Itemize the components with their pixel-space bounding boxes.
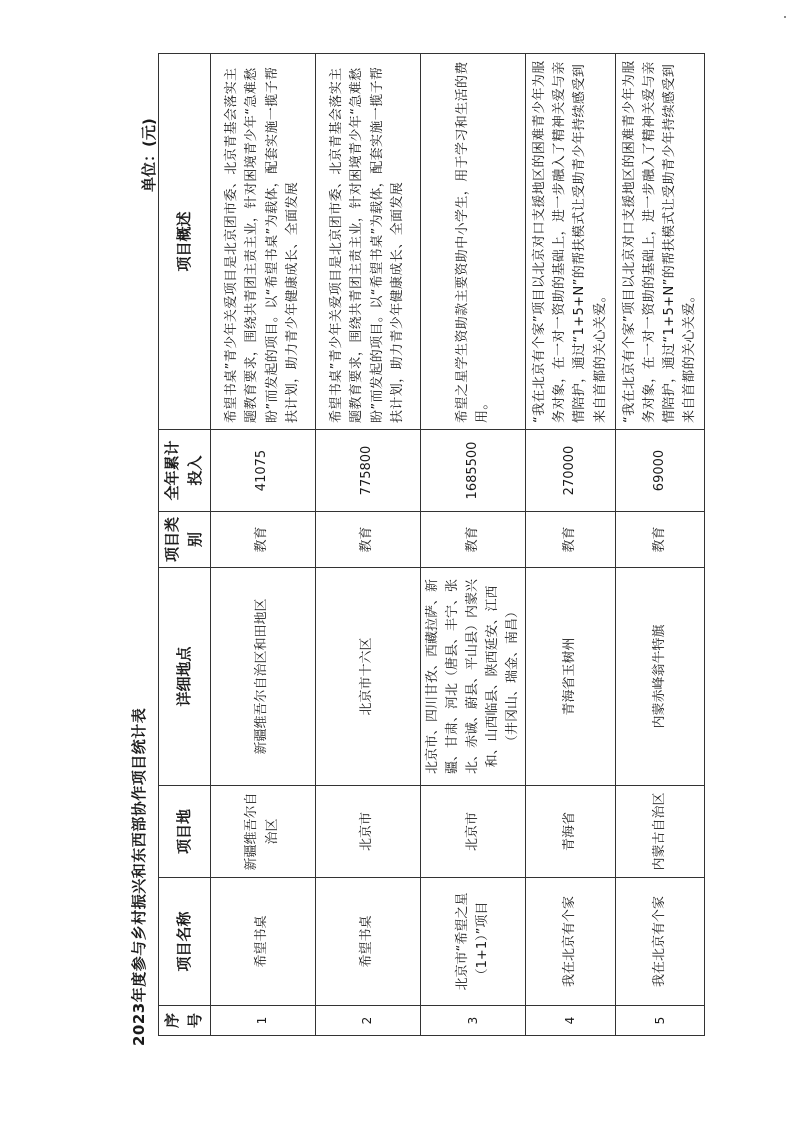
header-overview: 项目概述: [159, 54, 211, 430]
cell-category: 教育: [315, 512, 420, 568]
cell-location: 内蒙古自治区: [615, 786, 705, 878]
cell-name: 我在北京有个家: [615, 878, 705, 1006]
cell-overview: “我在北京有个家”项目以北京对口支援地区的困难青少年为服务对象，在一对一资助的基础上，进一步融入了精神关爱与亲情陪护，通过“1+5+N”的帮扶模式让受助青少年持续感受到来自首都的关心关爱。: [615, 54, 705, 430]
cell-detail: 青海省玉树州: [526, 568, 616, 786]
table-row: [315, 54, 420, 1036]
cell-overview: 希望之星学生资助款主要资助中小学生，用于学习和生活的费用。: [420, 54, 526, 430]
cell-category: 教育: [615, 512, 705, 568]
cell-seq: 3: [420, 1006, 526, 1036]
cell-location: 北京市: [315, 786, 420, 878]
table-row: [420, 54, 526, 1036]
cell-amount: 270000: [526, 430, 616, 512]
cell-detail: 新疆维吾尔自治区和田地区: [210, 568, 315, 786]
project-table: [158, 53, 705, 1036]
cell-seq: 5: [615, 1006, 705, 1036]
cell-category: 教育: [210, 512, 315, 568]
table-row: [526, 54, 616, 1036]
cell-amount: 41075: [210, 430, 315, 512]
cell-seq: 1: [210, 1006, 315, 1036]
cell-category: 教育: [420, 512, 526, 568]
table-title: 2023年度参与乡村振兴和东西部协作项目统计表: [130, 707, 148, 1046]
cell-name: 希望书桌: [210, 878, 315, 1006]
cell-overview: 希望书桌”青少年关爱项目是北京团市委、北京青基会落实主题教育要求，围绕共青团主责主业，针对困境青少年“急难愁盼”而发起的项目。以“希望书桌”为载体，配套实施一揽子帮扶计划，助力青少年健康成长、全面发展: [210, 54, 315, 430]
cell-detail: 北京市、四川甘孜、西藏拉萨、新疆、甘肃、河北（唐县、丰宁、张北、赤诚、蔚县、平山县）内蒙兴和、山西临县、陕西延安、江西（井冈山、瑞金、南昌）: [420, 568, 526, 786]
header-seq: 序号: [159, 1006, 211, 1036]
cell-amount: 775800: [315, 430, 420, 512]
unit-label: 单位：(元): [140, 118, 158, 192]
header-name: 项目名称: [159, 878, 211, 1006]
header-detail: 详细地点: [159, 568, 211, 786]
header-row: [159, 54, 211, 1036]
table-row: [615, 54, 705, 1036]
header-location: 项目地: [159, 786, 211, 878]
header-amount: 全年累计投入: [159, 430, 211, 512]
cell-name: 北京市“希望之星（1+1）”项目: [420, 878, 526, 1006]
table-row: [210, 54, 315, 1036]
scan-speck: [784, 16, 786, 18]
cell-seq: 4: [526, 1006, 616, 1036]
cell-name: 我在北京有个家: [526, 878, 616, 1006]
cell-overview: “我在北京有个家”项目以北京对口支援地区的困难青少年为服务对象，在一对一资助的基础上，进一步融入了精神关爱与亲情陪护，通过“1+5+N”的帮扶模式让受助青少年持续感受到来自首都的关心关爱。: [526, 54, 616, 430]
cell-name: 希望书桌: [315, 878, 420, 1006]
cell-location: 新疆维吾尔自治区: [210, 786, 315, 878]
cell-seq: 2: [315, 1006, 420, 1036]
cell-amount: 1685500: [420, 430, 526, 512]
header-category: 项目类别: [159, 512, 211, 568]
cell-detail: 北京市十六区: [315, 568, 420, 786]
cell-location: 青海省: [526, 786, 616, 878]
cell-detail: 内蒙赤峰翁牛特旗: [615, 568, 705, 786]
cell-category: 教育: [526, 512, 616, 568]
cell-overview: 希望书桌”青少年关爱项目是北京团市委、北京青基会落实主题教育要求，围绕共青团主责主业，针对困境青少年“急难愁盼”而发起的项目。以“希望书桌”为载体，配套实施一揽子帮扶计划，助力青少年健康成长、全面发展: [315, 54, 420, 430]
cell-amount: 69000: [615, 430, 705, 512]
cell-location: 北京市: [420, 786, 526, 878]
